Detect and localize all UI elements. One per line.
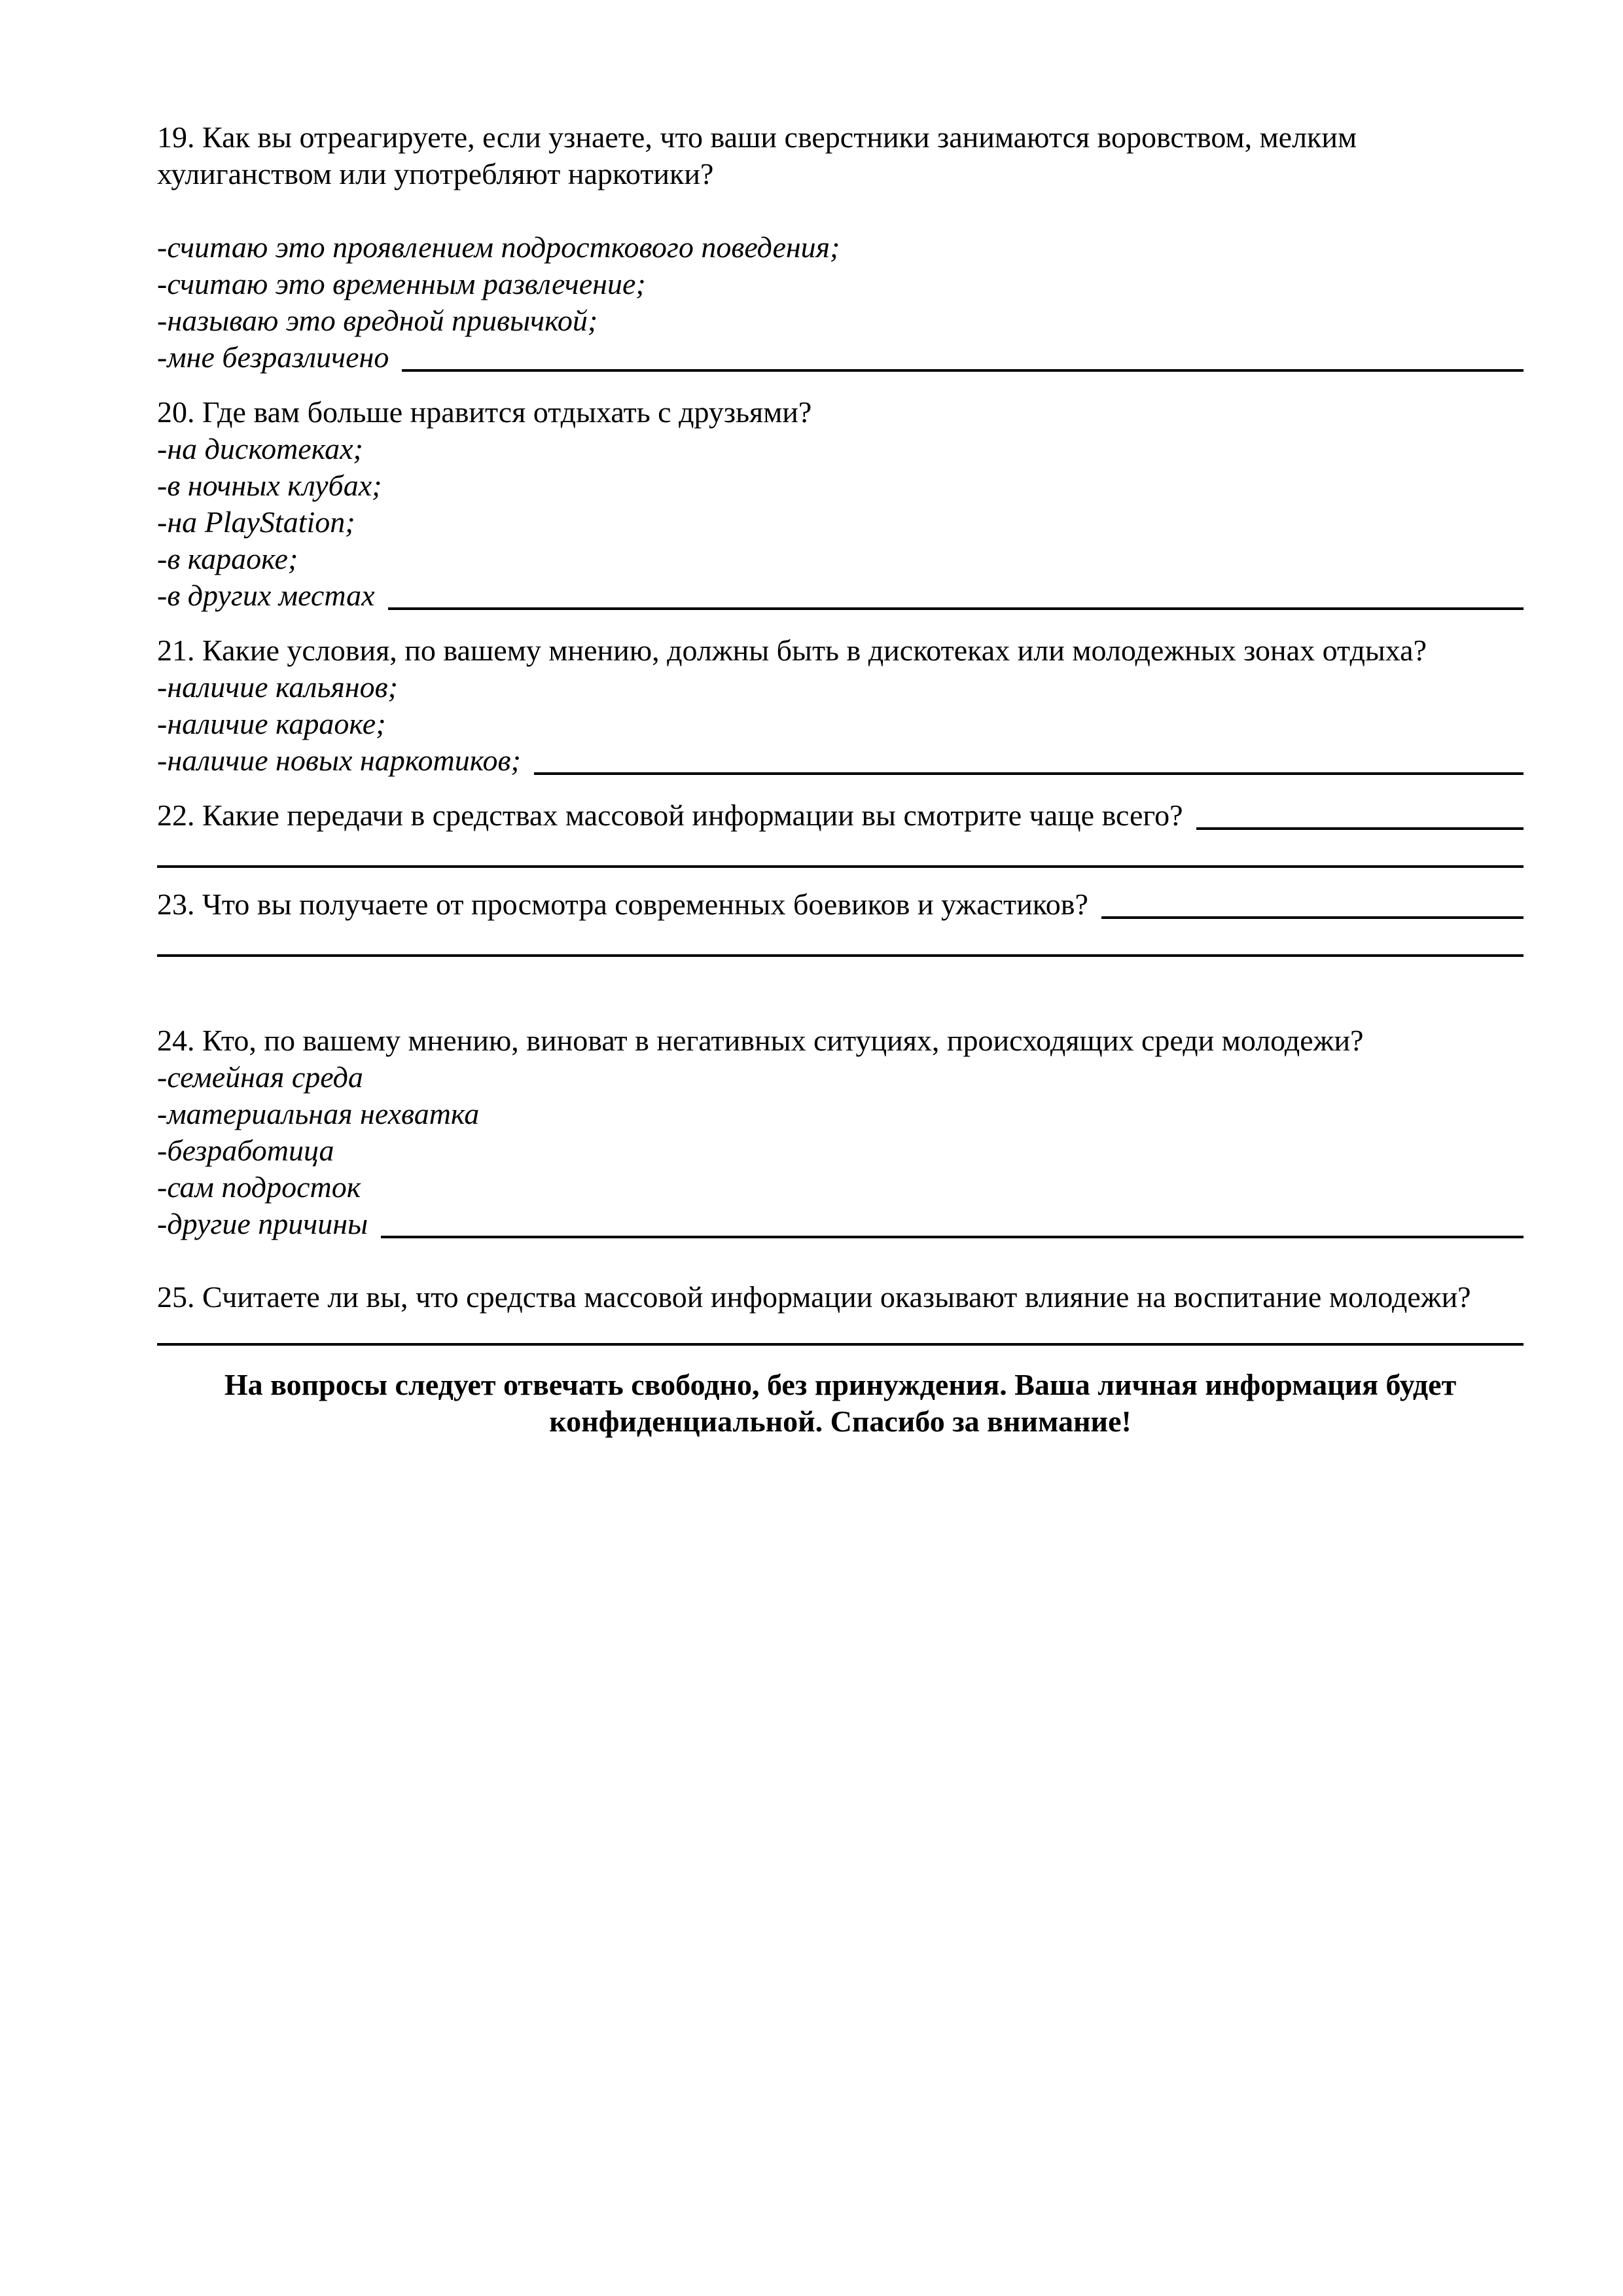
question-21-text: 21. Какие условия, по вашему мнению, должны быть в дискотеках или молодежных зонах отдыха? xyxy=(157,634,1427,667)
question-19 xyxy=(157,119,1524,376)
question-24 xyxy=(157,1022,1524,1242)
question-19-option-1: -считаю это проявлением подросткового поведения; xyxy=(157,230,840,264)
question-24-text: 24. Кто, по вашему мнению, виноват в негативных ситуциях, происходящих среди молодежи? xyxy=(157,1024,1364,1057)
question-23-answer-blank-1[interactable] xyxy=(1101,916,1524,919)
question-25-answer-blank[interactable] xyxy=(157,1325,1524,1346)
question-21-option-2: -наличие караоке; xyxy=(157,707,386,740)
question-19-option-3: -называю это вредной привычкой; xyxy=(157,304,598,337)
question-19-option-4 xyxy=(157,339,1524,376)
question-19-option-4-label: -мне безразличено xyxy=(157,340,389,374)
question-20-option-1: -на дискотеках; xyxy=(157,432,363,465)
question-22-answer-blank-2[interactable] xyxy=(157,847,1524,868)
question-20-option-5-label: -в других местах xyxy=(157,579,375,612)
question-19-text: 19. Как вы отреагируете, если узнаете, что ваши сверстники занимаются воровством, мелким хулиганством или употребляют наркотики? xyxy=(157,120,1357,190)
question-20-option-3: -на PlayStation; xyxy=(157,505,355,539)
question-24-answer-blank[interactable] xyxy=(381,1236,1524,1238)
question-24-option-5-label: -другие причины xyxy=(157,1207,368,1240)
question-23-text: 23. Что вы получаете от просмотра современных боевиков и ужастиков? xyxy=(157,888,1088,921)
question-24-option-1: -семейная среда xyxy=(157,1060,363,1094)
question-24-option-2: -материальная нехватка xyxy=(157,1097,480,1130)
question-19-answer-blank[interactable] xyxy=(402,369,1524,372)
question-25 xyxy=(157,1279,1524,1346)
question-21 xyxy=(157,632,1524,779)
question-22-row xyxy=(157,797,1524,834)
question-22 xyxy=(157,797,1524,868)
question-20-option-5 xyxy=(157,577,1524,614)
question-22-answer-blank-1[interactable] xyxy=(1196,827,1524,830)
question-23-row xyxy=(157,886,1524,923)
question-19-option-2: -считаю это временным развлечение; xyxy=(157,267,646,300)
question-21-option-1: -наличие кальянов; xyxy=(157,670,398,704)
question-25-text: 25. Считаете ли вы, что средства массовой информации оказывают влияние на воспитание молодежи? xyxy=(157,1280,1471,1314)
question-21-option-3 xyxy=(157,742,1524,779)
question-22-text: 22. Какие передачи в средствах массовой информации вы смотрите чаще всего? xyxy=(157,798,1183,832)
question-24-option-3: -безработица xyxy=(157,1134,334,1167)
closing-note: На вопросы следует отвечать свободно, без принуждения. Ваша личная информация будет конфиденциальной. Спасибо за внимание! xyxy=(224,1368,1457,1438)
question-20-option-4: -в караоке; xyxy=(157,542,298,575)
question-24-option-5 xyxy=(157,1206,1524,1242)
question-20-text: 20. Где вам больше нравится отдыхать с друзьями? xyxy=(157,395,812,429)
question-20-answer-blank[interactable] xyxy=(388,607,1524,610)
question-20 xyxy=(157,394,1524,614)
question-20-option-2: -в ночных клубах; xyxy=(157,469,382,502)
question-21-answer-blank[interactable] xyxy=(534,772,1524,775)
question-23 xyxy=(157,886,1524,957)
question-21-option-3-label: -наличие новых наркотиков; xyxy=(157,744,521,777)
question-24-option-4: -сам подросток xyxy=(157,1170,361,1204)
question-23-answer-blank-2[interactable] xyxy=(157,936,1524,957)
